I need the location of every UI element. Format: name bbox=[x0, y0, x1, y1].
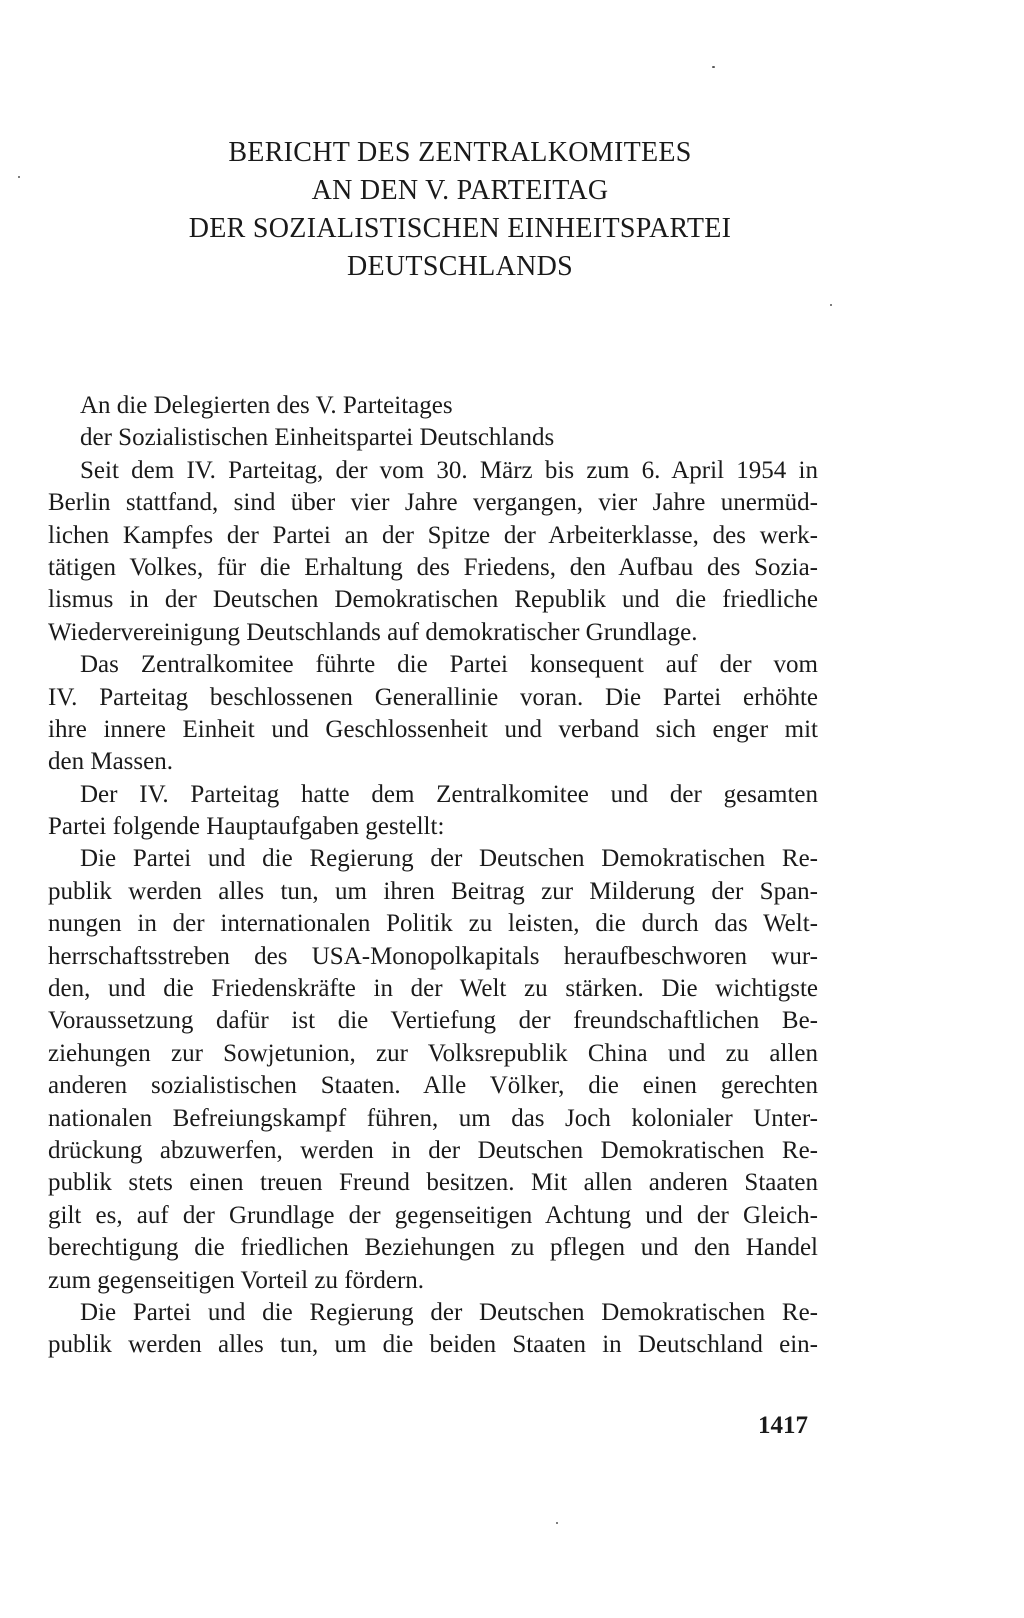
paragraph-line: nungen in der internationalen Politik zu leisten, die durch das Welt- bbox=[48, 910, 818, 938]
page-number: 1417 bbox=[758, 1412, 808, 1439]
report-title bbox=[130, 134, 790, 286]
address-line: An die Delegierten des V. Parteitages bbox=[80, 392, 453, 419]
body-text bbox=[48, 390, 818, 1362]
paragraph-line: Die Partei und die Regierung der Deutschen Demokratischen Re- bbox=[80, 845, 818, 873]
paragraph-line: IV. Parteitag beschlossenen Generallinie voran. Die Partei erhöhte bbox=[48, 683, 818, 711]
paragraph-line: anderen sozialistischen Staaten. Alle Völker, die einen gerechten bbox=[48, 1072, 818, 1100]
scan-speck bbox=[830, 304, 832, 306]
paragraph-line: berechtigung die friedlichen Beziehungen zu pflegen und den Handel bbox=[48, 1234, 818, 1262]
paragraph-line: Wiedervereinigung Deutschlands auf demokratischer Grundlage. bbox=[48, 618, 698, 646]
paragraph-line: Berlin stattfand, sind über vier Jahre vergangen, vier Jahre unermüd- bbox=[48, 489, 818, 517]
paragraph-line: ziehungen zur Sowjetunion, zur Volksrepublik China und zu allen bbox=[48, 1039, 818, 1067]
paragraph-line: den Massen. bbox=[48, 748, 173, 776]
scan-speck bbox=[712, 66, 715, 68]
paragraph-line: gilt es, auf der Grundlage der gegenseitigen Achtung und der Gleich- bbox=[48, 1201, 818, 1229]
paragraph-line: drückung abzuwerfen, werden in der Deutschen Demokratischen Re- bbox=[48, 1136, 818, 1164]
paragraph-line: zum gegenseitigen Vorteil zu fördern. bbox=[48, 1266, 425, 1294]
paragraph-line: ihre innere Einheit und Geschlossenheit und verband sich enger mit bbox=[48, 715, 818, 743]
paragraph-line: Das Zentralkomitee führte die Partei konsequent auf der vom bbox=[80, 651, 818, 679]
paragraph-line: publik stets einen treuen Freund besitzen. Mit allen anderen Staaten bbox=[48, 1169, 818, 1197]
title-line: DEUTSCHLANDS bbox=[346, 251, 574, 282]
scan-speck bbox=[18, 176, 20, 178]
paragraph-line: lichen Kampfes der Partei an der Spitze der Arbeiterklasse, des werk- bbox=[48, 521, 818, 549]
title-line: DER SOZIALISTISCHEN EINHEITSPARTEI bbox=[188, 213, 732, 244]
paragraph-line: tätigen Volkes, für die Erhaltung des Friedens, den Aufbau des Sozia- bbox=[48, 553, 818, 581]
title-line: BERICHT DES ZENTRALKOMITEES bbox=[228, 137, 692, 168]
title-line: AN DEN V. PARTEITAG bbox=[311, 175, 609, 206]
paragraph-line: Seit dem IV. Parteitag, der vom 30. März bis zum 6. April 1954 in bbox=[80, 456, 818, 484]
paragraph-line: herrschaftsstreben des USA-Monopolkapitals heraufbeschworen wur- bbox=[48, 942, 818, 970]
paragraph-line: publik werden alles tun, um die beiden Staaten in Deutschland ein- bbox=[48, 1331, 818, 1359]
address-line: der Sozialistischen Einheitspartei Deutschlands bbox=[80, 424, 555, 452]
paragraph-line: publik werden alles tun, um ihren Beitrag zur Milderung der Span- bbox=[48, 877, 818, 905]
paragraph-line: Voraussetzung dafür ist die Vertiefung der freundschaftlichen Be- bbox=[48, 1007, 818, 1035]
paragraph-line: Partei folgende Hauptaufgaben gestellt: bbox=[48, 813, 445, 841]
paragraph-line: Der IV. Parteitag hatte dem Zentralkomitee und der gesamten bbox=[80, 780, 818, 808]
scan-speck bbox=[556, 1522, 558, 1524]
paragraph-line: den, und die Friedenskräfte in der Welt zu stärken. Die wichtigste bbox=[48, 975, 818, 1003]
paragraph-line: lismus in der Deutschen Demokratischen Republik und die friedliche bbox=[48, 586, 818, 614]
paragraph-line: nationalen Befreiungskampf führen, um das Joch kolonialer Unter- bbox=[48, 1104, 818, 1132]
paragraph-line: Die Partei und die Regierung der Deutschen Demokratischen Re- bbox=[80, 1298, 818, 1326]
